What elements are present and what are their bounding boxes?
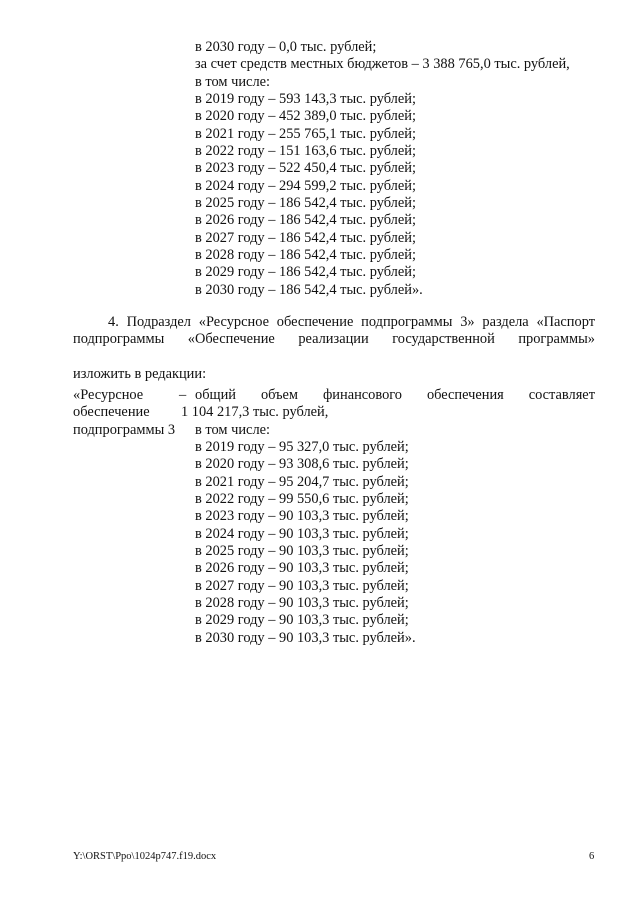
text-line: в 2024 году – 294 599,2 тыс. рублей;: [195, 177, 416, 194]
paragraph-4-line-3: изложить в редакции:: [73, 366, 207, 382]
paragraph-4-line-2: подпрограммы «Обеспечение реализации государственной программы»: [73, 331, 595, 348]
text-line: в 2019 году – 593 143,3 тыс. рублей;: [195, 91, 416, 108]
text-line: в 2022 году – 151 163,6 тыс. рублей;: [195, 143, 416, 160]
resource-label: [73, 387, 193, 439]
paragraph-4-line-1: 4. Подраздел «Ресурсное обеспечение подпрограммы 3» раздела «Паспорт: [108, 314, 595, 330]
year-line: в 2019 году – 95 327,0 тыс. рублей;: [195, 439, 409, 455]
label-line: обеспечение: [73, 404, 150, 421]
text-line: в 2021 году – 255 765,1 тыс. рублей;: [195, 125, 416, 142]
year-line: в 2030 году – 90 103,3 тыс. рублей».: [195, 629, 416, 646]
year-line: в 2028 году – 90 103,3 тыс. рублей;: [195, 595, 409, 612]
year-line: в 2021 году – 95 204,7 тыс. рублей;: [195, 473, 409, 490]
label-line: подпрограммы 3: [73, 421, 176, 438]
year-line: в 2022 году – 99 550,6 тыс. рублей;: [195, 491, 409, 508]
total-volume-line: общий объем финансового обеспечения составляет: [195, 387, 595, 403]
dash-separator: –: [179, 387, 187, 403]
year-list: [195, 439, 416, 647]
text-line: в 2026 году – 186 542,4 тыс. рублей;: [195, 212, 416, 229]
total-amount-line: 1 104 217,3 тыс. рублей,: [181, 404, 329, 421]
paragraph-4: [73, 314, 595, 349]
page-number: 6: [589, 851, 595, 862]
year-line: в 2023 году – 90 103,3 тыс. рублей;: [195, 508, 409, 525]
text-line: в том числе:: [195, 73, 271, 90]
text-line: в 2030 году – 186 542,4 тыс. рублей».: [195, 281, 423, 298]
footer-file-path: Y:\ORST\Ppo\1024p747.f19.docx: [73, 851, 217, 862]
text-line: в 2027 году – 186 542,4 тыс. рублей;: [195, 229, 416, 246]
including-line: в том числе:: [195, 421, 271, 438]
funding-list-continued: [195, 39, 595, 299]
text-line: в 2028 году – 186 542,4 тыс. рублей;: [195, 247, 416, 264]
year-line: в 2024 году – 90 103,3 тыс. рублей;: [195, 525, 409, 542]
text-line: в 2030 году – 0,0 тыс. рублей;: [195, 39, 377, 55]
resource-description: [195, 387, 595, 404]
label-line: «Ресурсное: [73, 387, 144, 403]
text-line: в 2025 году – 186 542,4 тыс. рублей;: [195, 195, 416, 212]
year-line: в 2027 году – 90 103,3 тыс. рублей;: [195, 577, 409, 594]
year-line: в 2029 году – 90 103,3 тыс. рублей;: [195, 612, 409, 629]
year-line: в 2020 году – 93 308,6 тыс. рублей;: [195, 456, 409, 473]
text-line: за счет средств местных бюджетов – 3 388 765,0 тыс. рублей,: [195, 56, 570, 73]
text-line: в 2020 году – 452 389,0 тыс. рублей;: [195, 108, 416, 125]
year-line: в 2025 году – 90 103,3 тыс. рублей;: [195, 543, 409, 560]
text-line: в 2029 году – 186 542,4 тыс. рублей;: [195, 264, 416, 281]
year-line: в 2026 году – 90 103,3 тыс. рублей;: [195, 560, 409, 577]
text-line: в 2023 году – 522 450,4 тыс. рублей;: [195, 160, 416, 177]
